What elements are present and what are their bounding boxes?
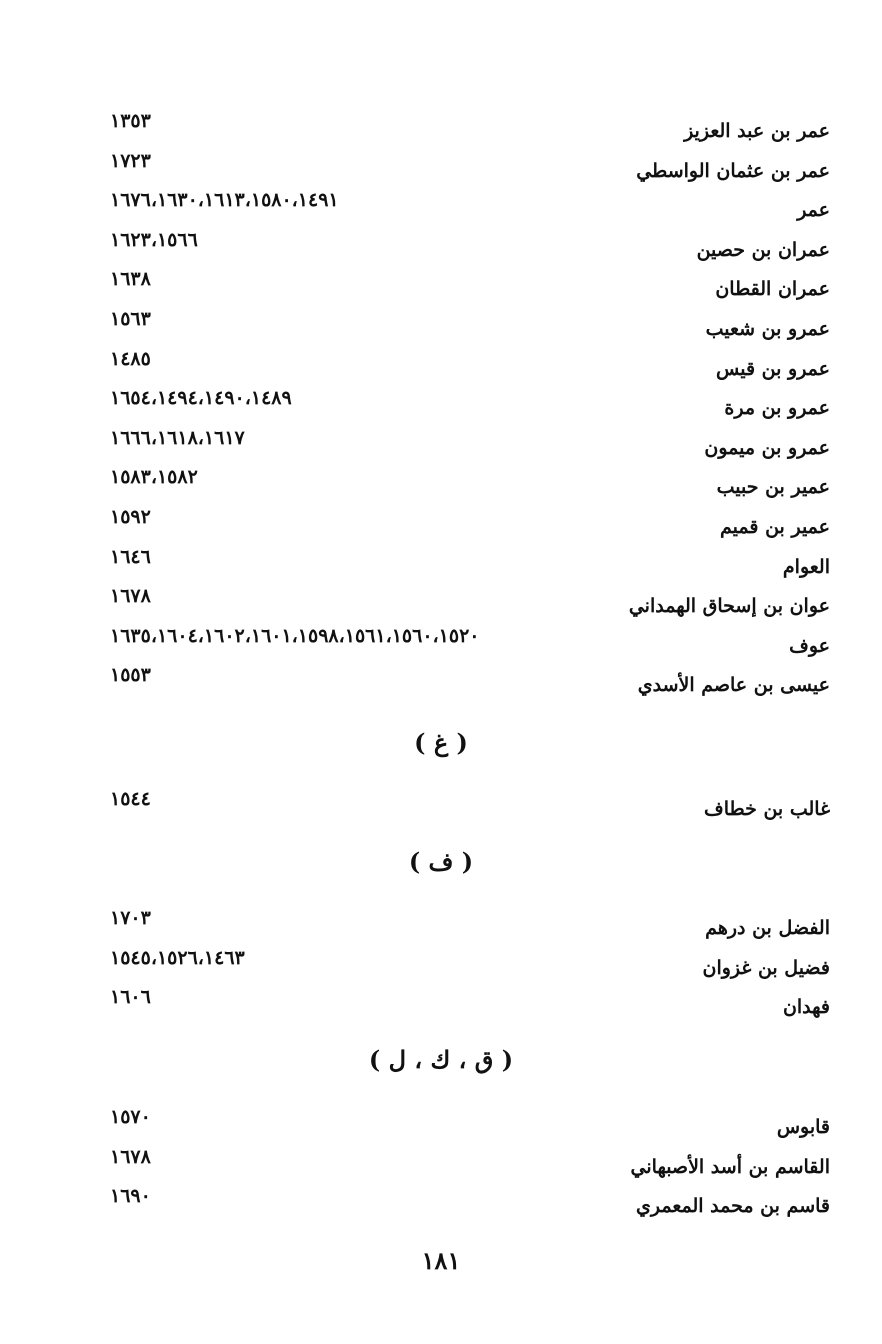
entry-refs: ١٦٤٦ — [110, 545, 151, 568]
entry-name: عيسى بن عاصم الأسدي — [637, 674, 830, 697]
entry-refs: ١٦٧٨ — [110, 1145, 151, 1168]
entry-refs: ١٥٥٣ — [110, 664, 151, 687]
index-entry — [100, 545, 830, 592]
index-entry — [100, 426, 830, 473]
index-entry — [100, 946, 830, 993]
index-entry — [100, 110, 830, 156]
entry-refs: ١٧٠٣ — [110, 907, 151, 929]
entry-refs: ١٦٣٨ — [110, 268, 151, 291]
index-group-qaf-kaf-lam — [100, 1106, 830, 1231]
entry-name: عمران بن حصين — [696, 238, 830, 261]
page-number: ١٨١ — [421, 1246, 461, 1275]
entry-name: قابوس — [776, 1116, 830, 1138]
index-group-ghain — [100, 788, 830, 834]
entry-name: عمير بن حبيب — [716, 476, 830, 499]
index-entry — [100, 788, 830, 834]
index-entry — [100, 307, 830, 354]
entry-name: عمير بن قميم — [720, 515, 830, 538]
entry-refs: ١٥٤٥،١٥٢٦،١٤٦٣ — [110, 946, 245, 969]
entry-refs: ١٥٤٤ — [110, 788, 151, 810]
entry-name: العوام — [782, 555, 830, 578]
entry-name: عمرو بن قيس — [716, 357, 830, 380]
index-entry — [100, 228, 830, 275]
entry-refs: ١٧٢٣ — [110, 149, 151, 172]
entry-name: القاسم بن أسد الأصبهاني — [630, 1155, 830, 1178]
entry-refs: ١٣٥٣ — [110, 110, 151, 132]
index-entry — [100, 624, 830, 671]
index-entry — [100, 268, 830, 314]
entry-refs: ١٦٧٦،١٦٣٠،١٦١٣،١٥٨٠،١٤٩١ — [110, 189, 339, 212]
entry-refs: ١٦٥٤،١٤٩٤،١٤٩٠،١٤٨٩ — [110, 387, 292, 410]
entry-name: عمرو بن شعيب — [705, 317, 830, 340]
index-entry — [100, 1185, 830, 1231]
index-entry — [100, 1106, 830, 1152]
index-entry — [100, 189, 830, 235]
entry-name: عمرو بن مرة — [724, 397, 830, 420]
index-group-fa — [100, 907, 830, 1032]
entry-refs: ١٦٧٨ — [110, 585, 151, 608]
entry-refs: ١٦٠٦ — [110, 986, 151, 1009]
entry-refs: ١٤٨٥ — [110, 347, 151, 370]
index-entry — [100, 664, 830, 710]
entry-name: قاسم بن محمد المعمري — [636, 1195, 830, 1218]
entry-name: الفضل بن درهم — [705, 917, 830, 939]
entry-refs: ١٥٨٣،١٥٨٢ — [110, 466, 198, 489]
entry-name: غالب بن خطاف — [704, 798, 830, 820]
entry-name: عمر بن عثمان الواسطي — [636, 159, 830, 182]
entry-name: عوان بن إسحاق الهمداني — [628, 595, 830, 618]
entry-refs: ١٦٢٣،١٥٦٦ — [110, 228, 198, 251]
entry-refs: ١٦٦٦،١٦١٨،١٦١٧ — [110, 426, 245, 449]
entry-name: عمر — [797, 199, 830, 222]
index-entry — [100, 466, 830, 512]
entry-refs: ١٦٣٥،١٦٠٤،١٦٠٢،١٦٠١،١٥٩٨،١٥٦١،١٥٦٠،١٥٢٠ — [110, 624, 480, 647]
index-entry — [100, 505, 830, 552]
entry-name: عمران القطان — [715, 278, 830, 301]
section-heading-ghain: ( غ ) — [414, 728, 468, 757]
section-heading-qaf-kaf-lam: ( ق ، ك ، ل ) — [368, 1045, 514, 1074]
entry-name: عمرو بن ميمون — [704, 436, 830, 459]
entry-name: عمر بن عبد العزيز — [684, 120, 830, 142]
entry-name: فهدان — [782, 996, 830, 1019]
index-group-ain — [100, 110, 830, 710]
entry-name: فضيل بن غزوان — [702, 956, 830, 979]
index-entry — [100, 1145, 830, 1192]
entry-refs: ١٥٩٢ — [110, 505, 151, 528]
index-entry — [100, 986, 830, 1032]
entry-refs: ١٥٦٣ — [110, 307, 151, 330]
entry-refs: ١٦٩٠ — [110, 1185, 151, 1208]
entry-name: عوف — [789, 634, 830, 657]
entry-refs: ١٥٧٠ — [110, 1106, 151, 1128]
section-heading-fa: ( ف ) — [408, 847, 474, 876]
